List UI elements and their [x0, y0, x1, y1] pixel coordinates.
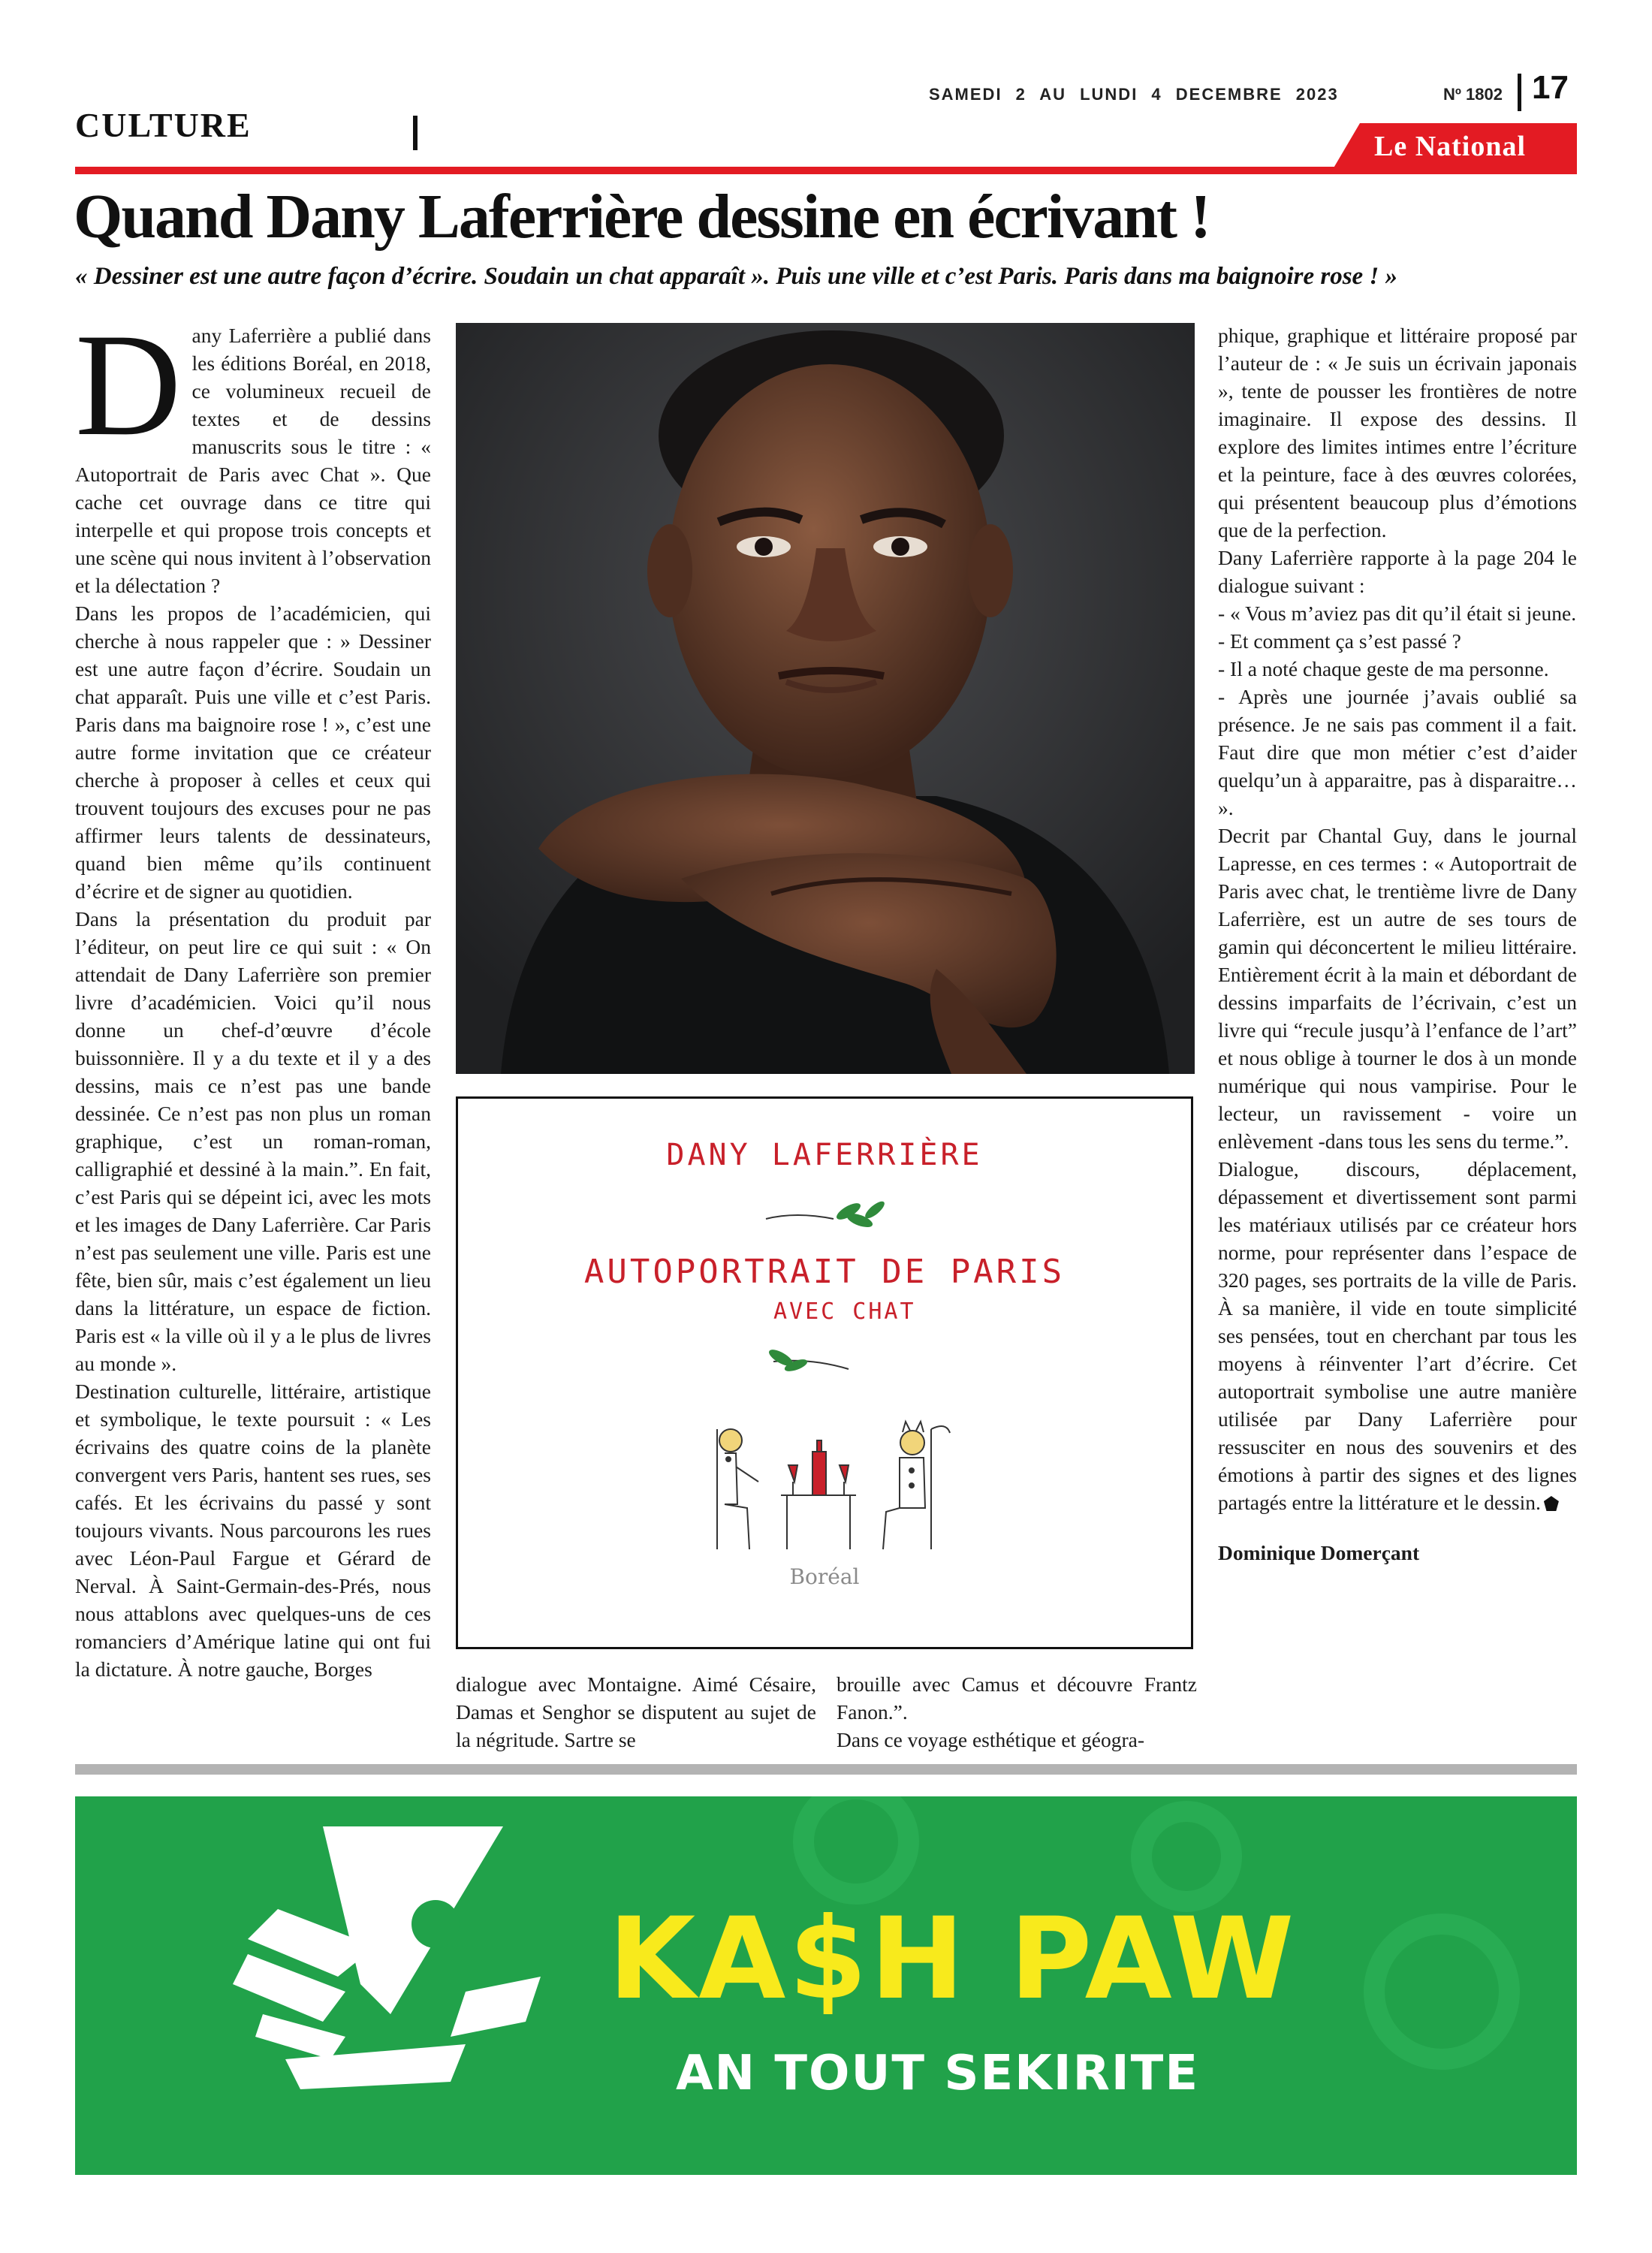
issue-number: Nº 1802 — [1443, 85, 1503, 104]
article-column-2 — [456, 1670, 816, 1760]
publication-name: Le National — [1374, 131, 1527, 162]
paragraph: brouille avec Camus et découvre Frantz Fanon.”. — [837, 1672, 1197, 1724]
dateline: SAMEDI 2 AU LUNDI 4 DECEMBRE 2023 — [929, 85, 1339, 104]
book-cover-author: DANY LAFERRIÈRE — [666, 1138, 983, 1172]
paragraph: dialogue avec Montaigne. Aimé Césaire, Damas et Senghor se disputent au sujet de la négritude. Sartre se — [456, 1672, 816, 1751]
book-cover-subtitle: AVEC CHAT — [773, 1298, 916, 1325]
ad-separator — [75, 1764, 1577, 1775]
paragraph: Dany Laferrière rapporte à la page 204 le dialogue suivant : — [1218, 546, 1577, 597]
article-author: Dominique Domerçant — [1218, 1541, 1420, 1564]
article-deck: « Dessiner est une autre façon d’écrire. Soudain un chat apparaît ». Puis une ville et c’est Paris. Paris dans ma baignoire rose ! » — [75, 263, 1398, 290]
book-cover-title: AUTOPORTRAIT DE PARIS — [583, 1253, 1066, 1291]
paragraph: any Laferrière a publié dans les éditions Boréal, en 2018, ce volumineux recueil de textes et de dessins manuscrits sous le titre : « Autoportrait de Paris avec Chat ». Que cache cet ouvrage dans ce titre qui interpelle et qui propose trois concepts et une scène qui nous invitent à l’observation et la délectation ? — [75, 324, 431, 597]
leaf-ornament-icon — [767, 1347, 849, 1374]
closing-paragraph-text: Dialogue, discours, déplacement, dépassement et divertissement sont parmi les matériaux utilisés par ce créateur hors norme, pour représenter dans l’espace de 320 pages, ses portraits de la ville de Paris. À sa manière, il vide en toute simplicité ses pensées, tout en cherchant par tous les moyens à réinventer l’art d’écrire. Cet autoportrait symbolise une autre manière utilisée par Dany Laferrière pour ressusciter en nous des souvenirs et des émotions à partir des signes et des lignes partagés entre la littérature et le dessin. — [1218, 1157, 1577, 1514]
section-divider — [413, 116, 418, 150]
paragraph: Destination culturelle, littéraire, artistique et symbolique, le texte poursuit : « Les écrivains des quatre coins de la planète convergent vers Paris, hantent ses rues, ses cafés. Et les écrivains du passé y sont toujours vivants. Nous parcourons les rues avec Léon-Paul Fargue et Gérard de Nerval. À Saint-Germain-des-Prés, nous nous attablons avec quelques-uns de ces romanciers d’Amérique latine qui ont fui la dictature. À notre gauche, Borges — [75, 1380, 431, 1681]
section-name: CULTURE — [75, 106, 252, 144]
article-headline: Quand Dany Laferrière dessine en écrivant ! — [74, 182, 1210, 252]
table-with-wine-drawing — [781, 1440, 856, 1549]
paragraph: Dans la présentation du produit par l’éditeur, on peut lire ce qui suit : « On attendait de Dany Laferrière son premier livre d’académicien. Voici qu’il nous donne un chef-d’œuvre d’école buissonnière. Il y a du texte et il y a des dessins, mais ce n’est pas une bande dessinée. Ce n’est pas non plus un roman graphique, c’est un roman-roman, calligraphié et dessiné à la main.”. En fait, c’est Paris qui se dépeint ici, avec les mots et les images de Dany Laferrière. Car Paris n’est pas seulement une ville. Paris est une fête, bien sûr, mais c’est également un lieu dans la littérature, un espace de fiction. Paris est « la ville où il y a le plus de livres au monde ». — [75, 907, 431, 1375]
article-column-1 — [75, 321, 431, 1757]
article-column-4 — [1218, 321, 1577, 1763]
cover-drawing — [458, 1099, 1191, 1647]
leaf-ornament-icon — [766, 1199, 887, 1230]
dialogue-line: - Après une journée j’avais oublié sa présence. Je ne sais pas comment il a fait. Faut dire que mon métier c’est d’aider quelqu’un à apparaitre, pas à disparaitre… ». — [1218, 685, 1577, 819]
dialogue-line: - « Vous m’aviez pas dit qu’il était si jeune. — [1218, 602, 1577, 625]
book-cover-image — [456, 1096, 1193, 1649]
ad-tagline: AN TOUT SEKIRITE — [676, 2046, 1200, 2101]
drop-cap: D — [75, 321, 182, 466]
book-cover-publisher: Boréal — [789, 1564, 860, 1589]
paragraph: phique, graphique et littéraire proposé par l’auteur de : « Je suis un écrivain japonais », tente de pousser les frontières de notre imaginaire. Il expose des dessins. Il explore des limites intimes entre l’écriture et la peinture, face à des œuvres colorées, qui présentent beaucoup plus d’émotions que de la perfection. — [1218, 324, 1577, 541]
seated-cat-drawing — [883, 1422, 950, 1549]
paragraph: Dans ce voyage esthétique et géogra- — [837, 1728, 1145, 1751]
author-portrait-photo — [456, 323, 1195, 1074]
paragraph: Decrit par Chantal Guy, dans le journal Lapresse, en ces termes : « Autoportrait de Paris avec chat, le trentième livre de Dany Laferrière, est un autre de ses tours de gamin qui déconcertent le milieu littéraire. Entièrement écrit à la main et débordant de dessins imparfaits de l’écrivain, c’est un livre qui “recule jusqu’à l’enfance de l’art” et nous oblige à tourner le dos à un monde numérique qui nous vampirise. Pour le lecteur, un ravissement - voire un enlèvement -dans tous les sens du terme.”. — [1218, 824, 1577, 1153]
seated-man-drawing — [717, 1429, 758, 1549]
page-number-divider — [1518, 74, 1521, 111]
kash-paw-logo-icon — [233, 1826, 541, 2089]
paragraph: Dans les propos de l’académicien, qui cherche à nous rappeler que : » Dessiner est une autre façon d’écrire. Soudain un chat apparaît. Puis une ville et c’est Paris. Paris dans ma baignoire rose ! », c’est une autre forme invitation que ce créateur cherche à proposer à celles et ceux qui trouvent toujours des excuses pour ne pas affirmer leurs talents de dessinateurs, quand bien même qu’ils continuent d’écrire et de signer au quotidien. — [75, 602, 431, 903]
paragraph — [1218, 1155, 1577, 1516]
dialogue-line: - Et comment ça s’est passé ? — [1218, 629, 1461, 653]
article-column-3 — [837, 1670, 1197, 1760]
ad-brand-name: KA$H PAW — [608, 1894, 1298, 2025]
page-number: 17 — [1532, 69, 1569, 106]
end-of-article-icon — [1544, 1496, 1559, 1511]
dialogue-line: - Il a noté chaque geste de ma personne. — [1218, 657, 1549, 680]
